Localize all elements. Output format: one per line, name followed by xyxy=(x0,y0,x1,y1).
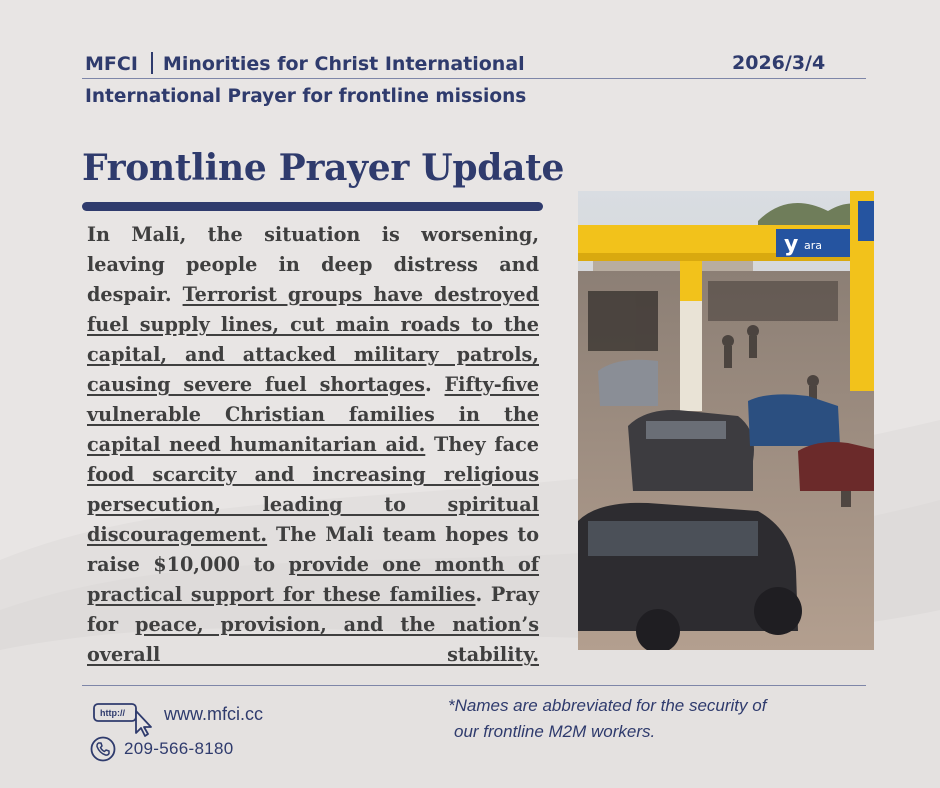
body-segment: The Mali team hopes to raise $10,000 to xyxy=(87,523,539,576)
security-note-line: our frontline M2M workers. xyxy=(454,722,656,741)
header-brand xyxy=(85,52,525,76)
brand-short: MFCI xyxy=(85,53,138,75)
header-date: 2026/3/4 xyxy=(732,52,826,74)
body-underlined-segment: provide one month of practical support for these families xyxy=(87,553,539,606)
phone-icon xyxy=(90,736,116,762)
security-note xyxy=(448,693,868,745)
footer-divider xyxy=(82,685,866,686)
body-segment: . Pray for xyxy=(87,583,539,636)
sign-text: y xyxy=(784,232,799,257)
body-segment: . xyxy=(424,373,445,396)
header-divider xyxy=(82,78,866,79)
body-underlined-segment: peace, provision, and the nation’s overall stability. xyxy=(87,613,539,666)
security-note-line: *Names are abbreviated for the security of xyxy=(448,696,767,715)
title-underline-bar xyxy=(82,202,543,211)
fuel-station-photo xyxy=(578,191,874,650)
body-underlined-segment: Fifty-five vulnerable Christian families in the capital need humanitarian aid. xyxy=(87,373,539,456)
website-link[interactable]: www.mfci.cc xyxy=(164,704,263,724)
sign-text-2: ara xyxy=(804,239,823,252)
phone-number[interactable]: 209-566-8180 xyxy=(124,739,234,758)
page-title: Frontline Prayer Update xyxy=(82,147,565,189)
brand-full: Minorities for Christ International xyxy=(162,53,525,75)
prayer-body-text xyxy=(87,220,539,670)
body-underlined-segment: food scarcity and increasing religious persecution, leading to spiritual discouragement. xyxy=(87,463,539,546)
brand-separator xyxy=(151,52,153,74)
header-subtitle: International Prayer for frontline missions xyxy=(85,86,527,107)
body-segment: They face xyxy=(425,433,539,456)
url-icon-label: http:// xyxy=(100,708,125,718)
web-link-icon xyxy=(92,701,154,737)
body-segment: In Mali, the situation is worsening, leaving people in deep distress and despair. xyxy=(87,223,539,306)
body-underlined-segment: Terrorist groups have destroyed fuel supply lines, cut main roads to the capital, and attacked military patrols, causing severe fuel shortages xyxy=(87,283,539,396)
